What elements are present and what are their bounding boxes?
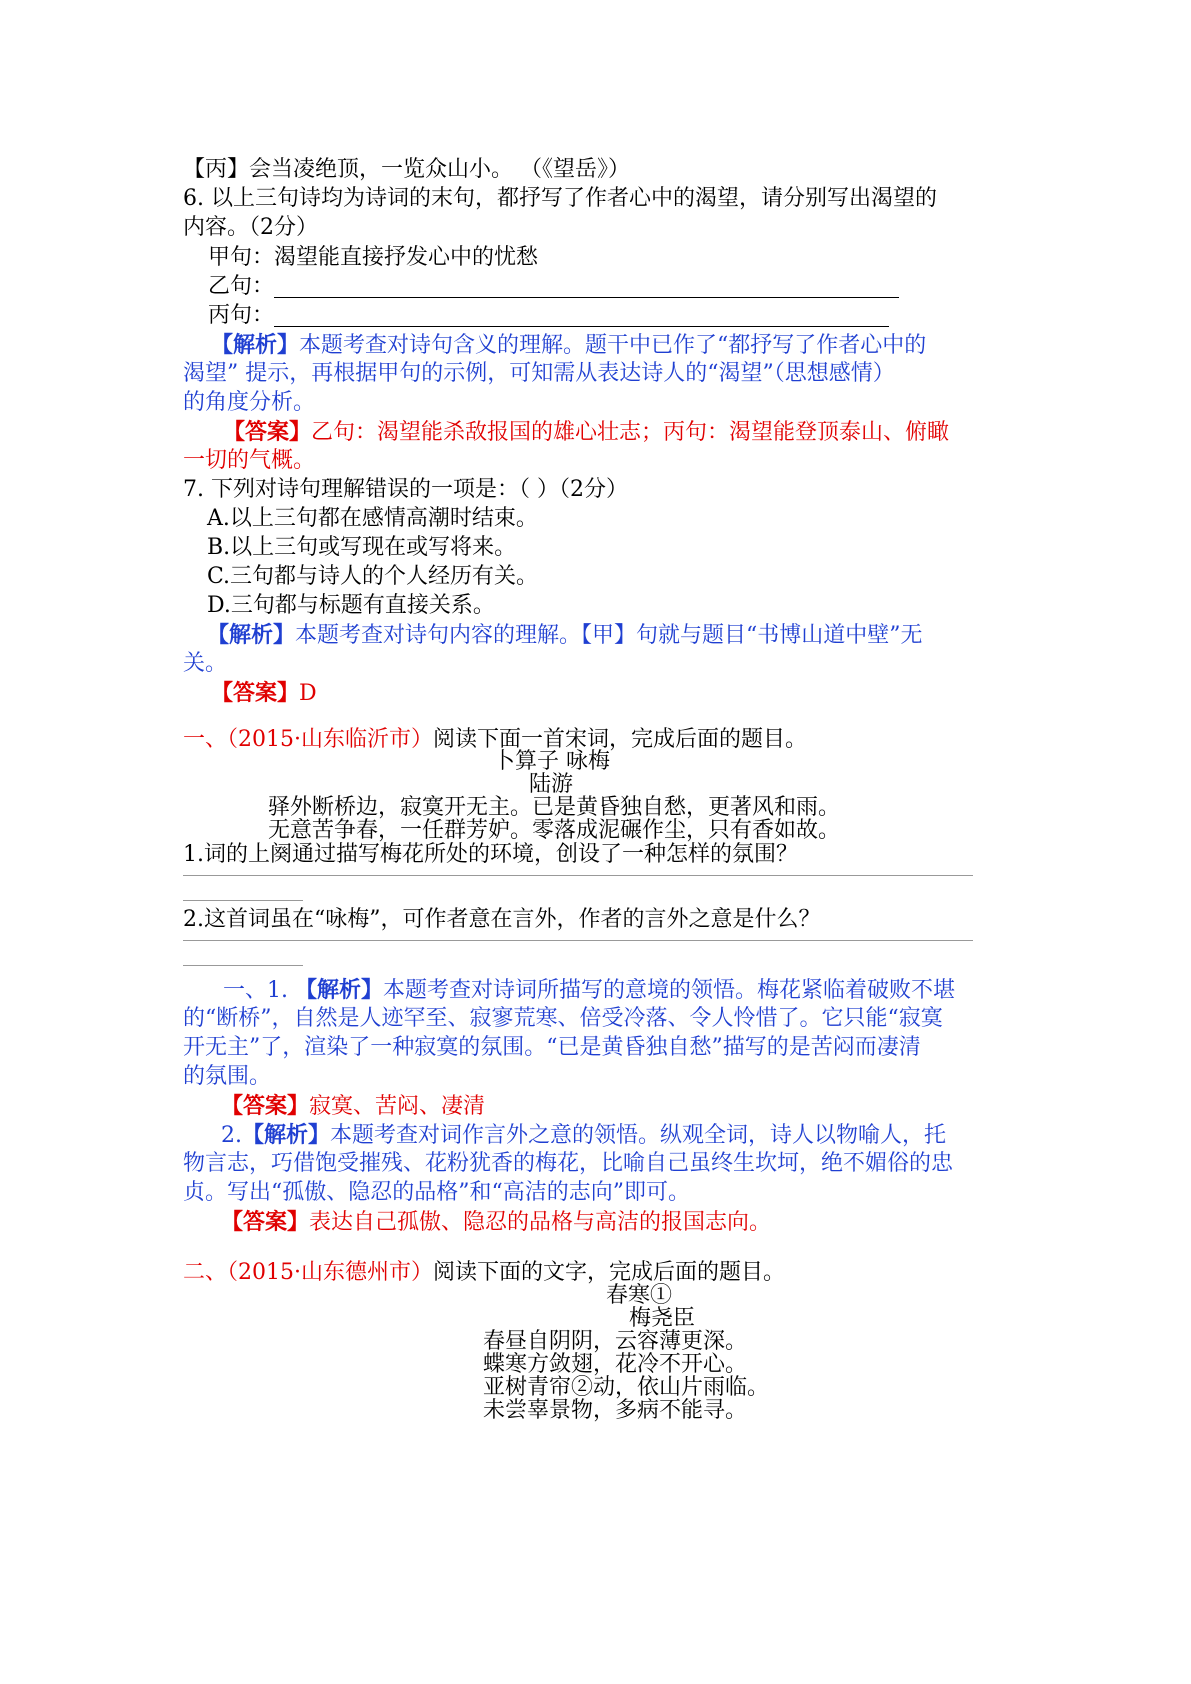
answer-text: 乙句：渴望能杀敌报国的雄心壮志；丙句：渴望能登顶泰山、俯瞰 — [311, 420, 950, 445]
section-2-header — [183, 1258, 785, 1288]
answer-text: D — [299, 681, 317, 706]
answer-tag: 【答案】 — [221, 1093, 310, 1119]
analysis-text: 本题考查对诗句内容的理解。【甲】句就与题目“书博山道中壁”无 — [295, 623, 923, 648]
answer-tag: 【答案】 — [221, 1209, 310, 1235]
analysis-tag: 【解析】 — [207, 622, 296, 648]
analysis-7-line2: 关。 — [183, 651, 228, 676]
option-c: C.三句都与诗人的个人经历有关。 — [207, 564, 539, 589]
section-source: 二、（2015·山东德州市） — [183, 1260, 433, 1285]
answer-2 — [221, 1207, 771, 1237]
answer-6-line2: 一切的气概。 — [183, 448, 316, 473]
poem-author: 陆游 — [529, 772, 574, 797]
analysis-tag: 【解析】 — [242, 1122, 331, 1148]
analysis-2-line3: 贞。写出“孤傲、隐忍的品格”和“高洁的志向”即可。 — [183, 1180, 690, 1205]
answer-blank-line[interactable] — [183, 965, 303, 966]
analysis-number: 2. — [221, 1123, 242, 1148]
answer-blank-line[interactable] — [183, 875, 973, 876]
answer-blank-line[interactable] — [183, 940, 973, 941]
analysis-text: 本题考查对诗词所描写的意境的领悟。梅花紧临着破败不堪 — [383, 978, 956, 1003]
answer-tag: 【答案】 — [223, 419, 312, 445]
poem-line-2: 蝶寒方敛翅，花冷不开心。 — [483, 1352, 748, 1377]
analysis-1-line2: 的“断桥”，自然是人迹罕至、寂寥荒寒、倍受冷落、令人怜惜了。它只能“寂寞 — [183, 1006, 943, 1031]
section-source: 一、（2015·山东临沂市） — [183, 727, 433, 752]
poem-line-1: 春昼自阴阴，云容薄更深。 — [483, 1329, 748, 1354]
question-6-line2: 内容。（2分） — [183, 215, 318, 240]
answer-bing-label: 丙句： — [208, 303, 275, 328]
answer-text: 表达自己孤傲、隐忍的品格与高洁的报国志向。 — [309, 1210, 772, 1235]
poem-line-3: 亚树青帘②动，依山片雨临。 — [483, 1375, 770, 1400]
question-6-line1: 6. 以上三句诗均为诗词的末句，都抒写了作者心中的渴望，请分别写出渴望的 — [183, 186, 937, 211]
analysis-text: 本题考查对诗句含义的理解。题干中已作了“都抒写了作者心中的 — [299, 333, 927, 358]
answer-7 — [211, 678, 317, 708]
option-b: B.以上三句或写现在或写将来。 — [207, 535, 517, 560]
answer-jia: 甲句：渴望能直接抒发心中的忧愁 — [208, 245, 539, 270]
poem-line-4: 未尝辜景物，多病不能寻。 — [483, 1398, 748, 1423]
question-2: 2.这首词虽在“咏梅”，可作者意在言外，作者的言外之意是什么？ — [183, 907, 821, 932]
option-a: A.以上三句都在感情高潮时结束。 — [207, 506, 538, 531]
analysis-tag: 【解析】 — [294, 977, 383, 1003]
poem-line-1: 驿外断桥边，寂寞开无主。已是黄昏独自愁，更著风和雨。 — [268, 795, 841, 820]
analysis-6-line2: 渴望” 提示，再根据甲句的示例，可知需从表达诗人的“渴望”（思想感情） — [183, 361, 895, 386]
answer-blank-line[interactable] — [183, 900, 303, 901]
poem-line-2: 无意苦争春，一任群芳妒。零落成泥碾作尘，只有香如故。 — [268, 818, 841, 843]
option-d: D.三句都与标题有直接关系。 — [207, 593, 495, 618]
analysis-6-line1 — [211, 330, 926, 360]
analysis-2-line1 — [221, 1120, 946, 1150]
section-instruction: 阅读下面的文字，完成后面的题目。 — [432, 1260, 785, 1285]
analysis-2-line2: 物言志，巧借饱受摧残、花粉犹香的梅花，比喻自己虽终生坎坷，绝不媚俗的忠 — [183, 1151, 954, 1176]
answer-text: 寂寞、苦闷、凄清 — [309, 1094, 486, 1119]
answer-yi-label: 乙句： — [208, 274, 275, 299]
question-7: 7. 下列对诗句理解错误的一项是：（ ）（2分） — [183, 477, 628, 502]
analysis-1-line1 — [223, 975, 955, 1005]
analysis-tag: 【解析】 — [211, 332, 300, 358]
section-instruction: 阅读下面一首宋词，完成后面的题目。 — [432, 727, 807, 752]
analysis-1-line4: 的氛围。 — [183, 1064, 272, 1089]
analysis-1-line3: 开无主”了，渲染了一种寂寞的氛围。“已是黄昏独自愁”描写的是苦闷而凄清 — [183, 1035, 921, 1060]
analysis-number: 一、1. — [223, 978, 295, 1003]
analysis-7-line1 — [207, 620, 923, 650]
answer-6-line1 — [223, 417, 949, 447]
analysis-6-line3: 的角度分析。 — [183, 390, 316, 415]
poem-title: 春寒① — [606, 1283, 673, 1308]
answer-bing-blank[interactable] — [274, 326, 889, 327]
answer-yi-blank[interactable] — [274, 297, 899, 298]
answer-tag: 【答案】 — [211, 680, 300, 706]
poem-line-bing: 【丙】会当凌绝顶，一览众山小。 （《望岳》） — [183, 157, 630, 182]
analysis-text: 本题考查对词作言外之意的领悟。纵观全词，诗人以物喻人，托 — [330, 1123, 947, 1148]
answer-1 — [221, 1091, 485, 1121]
poem-author: 梅尧臣 — [629, 1306, 696, 1331]
question-1: 1.词的上阕通过描写梅花所处的环境，创设了一种怎样的氛围？ — [183, 842, 798, 867]
poem-title: 卜算子 咏梅 — [493, 749, 610, 774]
